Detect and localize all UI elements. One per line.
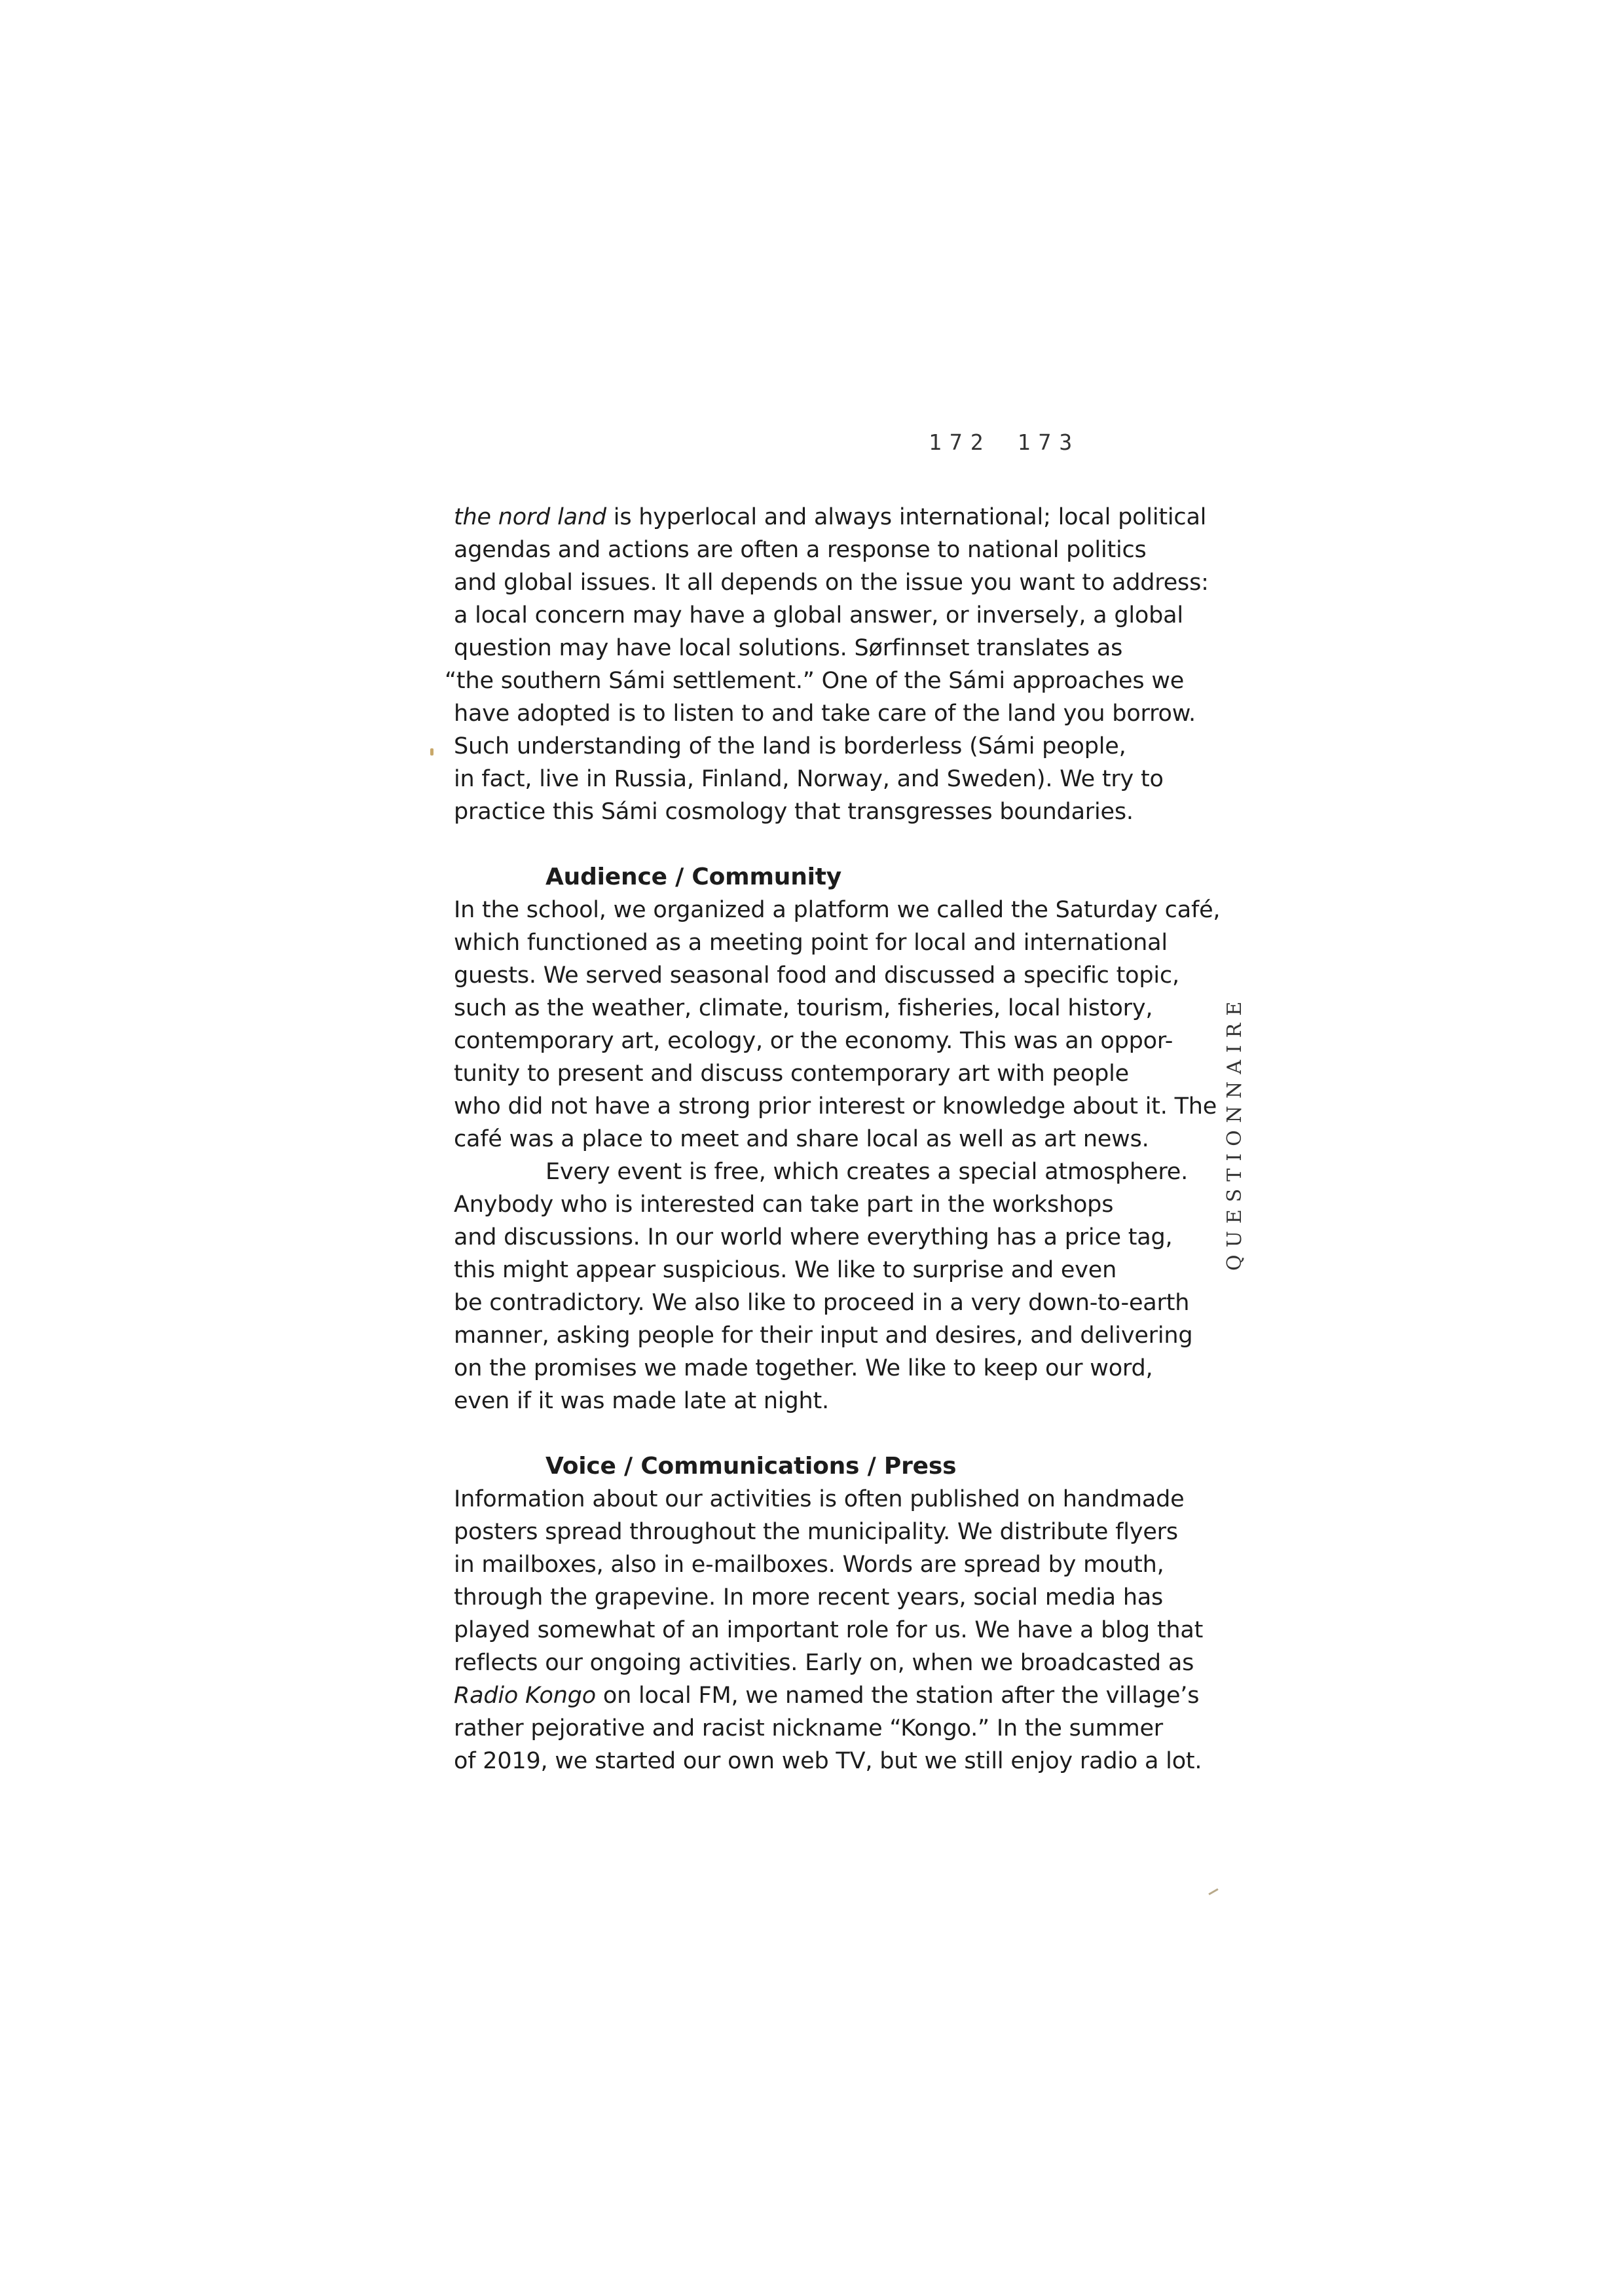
audience-line: be contradictory. We also like to proceed in a very down-to-earth: [454, 1290, 1190, 1316]
intro-italic-title: the nord land: [454, 504, 606, 530]
section-heading-voice: Voice / Communications / Press: [545, 1453, 957, 1480]
voice-line: posters spread throughout the municipality. We distribute flyers: [454, 1519, 1178, 1545]
audience-line: manner, asking people for their input and desires, and delivering: [454, 1322, 1193, 1349]
voice-line: through the grapevine. In more recent years, social media has: [454, 1584, 1164, 1611]
voice-line: reflects our ongoing activities. Early on, when we broadcasted as: [454, 1650, 1194, 1676]
body-text: [445, 501, 1240, 1777]
audience-line: who did not have a strong prior interest or knowledge about it. The: [454, 1093, 1217, 1120]
audience-line: contemporary art, ecology, or the economy. This was an oppor-: [454, 1028, 1173, 1054]
voice-line: in mailboxes, also in e-mailboxes. Words are spread by mouth,: [454, 1552, 1164, 1578]
section-spacer: [454, 1417, 1240, 1450]
audience-line: even if it was made late at night.: [454, 1388, 829, 1414]
page-numbers: [929, 429, 1080, 455]
intro-line: practice this Sámi cosmology that transgresses boundaries.: [454, 799, 1134, 825]
page-number-right: 173: [1017, 429, 1080, 455]
voice-line: Information about our activities is often published on handmade: [454, 1486, 1185, 1512]
intro-line: agendas and actions are often a response to national politics: [454, 537, 1147, 563]
intro-line: Such understanding of the land is borderless (Sámi people,: [454, 733, 1126, 759]
audience-line: which functioned as a meeting point for local and international: [454, 930, 1168, 956]
intro-line: “the southern Sámi settlement.” One of the Sámi approaches we: [445, 668, 1185, 694]
audience-line: on the promises we made together. We like to keep our word,: [454, 1355, 1153, 1381]
radio-kongo-title: Radio Kongo: [454, 1683, 596, 1709]
intro-line-1: the nord land is hyperlocal and always international; local political: [454, 504, 1207, 530]
audience-line: guests. We served seasonal food and discussed a specific topic,: [454, 962, 1179, 989]
margin-mark: [430, 748, 434, 756]
section-heading-audience: Audience / Community: [545, 864, 842, 890]
intro-line: a local concern may have a global answer, or inversely, a global: [454, 602, 1183, 629]
intro-line: question may have local solutions. Sørfinnset translates as: [454, 635, 1123, 661]
voice-line: of 2019, we started our own web TV, but we still enjoy radio a lot.: [454, 1748, 1202, 1774]
audience-line: such as the weather, climate, tourism, fisheries, local history,: [454, 995, 1153, 1021]
voice-line: played somewhat of an important role for us. We have a blog that: [454, 1617, 1204, 1643]
section-spacer: [454, 828, 1240, 861]
audience-line: café was a place to meet and share local as well as art news.: [454, 1126, 1149, 1152]
page-number-left: 172: [929, 429, 991, 455]
voice-radio-line: Radio Kongo on local FM, we named the station after the village’s: [454, 1683, 1200, 1709]
voice-line: rather pejorative and racist nickname “Kongo.” In the summer: [454, 1715, 1163, 1741]
audience-line: Anybody who is interested can take part in the workshops: [454, 1192, 1114, 1218]
audience-indent-line: Every event is free, which creates a special atmosphere.: [545, 1159, 1189, 1185]
side-section-label: QUESTIONNAIRE: [1223, 994, 1246, 1271]
intro-line: and global issues. It all depends on the issue you want to address:: [454, 570, 1209, 596]
pencil-mark: [1208, 1888, 1218, 1895]
audience-line: this might appear suspicious. We like to surprise and even: [454, 1257, 1117, 1283]
intro-line: in fact, live in Russia, Finland, Norway, and Sweden). We try to: [454, 766, 1164, 792]
audience-line: tunity to present and discuss contemporary art with people: [454, 1061, 1129, 1087]
audience-line: In the school, we organized a platform we called the Saturday café,: [454, 897, 1221, 923]
intro-line: have adopted is to listen to and take care of the land you borrow.: [454, 701, 1196, 727]
audience-line: and discussions. In our world where everything has a price tag,: [454, 1224, 1173, 1250]
